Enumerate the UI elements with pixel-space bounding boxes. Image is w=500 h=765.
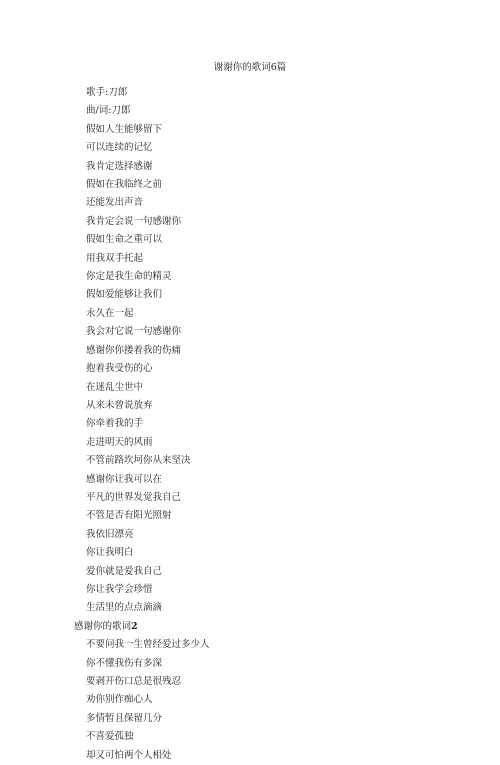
lyric-line: 歌手:刀郎 [86, 87, 128, 98]
lyric-line: 生活里的点点滴滴 [86, 602, 163, 614]
lyric-line: 不要问我一生曾经爱过多少人 [86, 639, 210, 651]
lyric-line: 爱你就是爱我自己 [86, 565, 163, 577]
lyric-line: 多情暂且保留几分 [86, 712, 163, 724]
section-heading-text: 感谢你的歌词 [74, 620, 132, 632]
lyrics-body [0, 84, 500, 765]
lyric-line: 假如人生能够留下 [86, 123, 163, 135]
document-title: 谢谢你的歌词6篇 [213, 62, 287, 73]
lyric-line: 你让我学会珍惜 [86, 583, 153, 595]
lyric-line: 你不懂我伤有多深 [86, 657, 163, 669]
lyric-line: 假如爱能够让我们 [86, 289, 163, 301]
lyric-line: 假如在我临终之前 [86, 179, 163, 191]
lyric-line: 劝你别作痴心人 [86, 694, 153, 706]
lyric-line: 感谢你你搂着我的伤痛 [86, 344, 182, 356]
lyric-line: 走进明天的风雨 [86, 436, 153, 448]
lyric-line: 不管前路坎坷你从来坚决 [86, 455, 191, 467]
lyric-line: 你定是我生命的精灵 [86, 271, 172, 283]
lyric-line: 曲/词:刀郎 [86, 105, 131, 117]
lyric-line: 从来未曾说放弃 [86, 399, 153, 411]
lyric-line: 平凡的世界发觉我自己 [86, 491, 182, 503]
lyric-line: 感谢你让我可以在 [86, 473, 163, 485]
lyric-line: 用我双手托起 [86, 252, 144, 264]
lyric-line: 不喜爱孤独 [86, 731, 134, 743]
lyric-line: 我肯定会说一句感谢你 [86, 215, 182, 227]
lyric-line: 你牵着我的手 [86, 418, 144, 430]
lyric-line: 不管是否有阳光照射 [86, 510, 172, 522]
lyric-line: 假如生命之重可以 [86, 234, 163, 246]
lyric-line: 我肯定选择感谢 [86, 160, 153, 172]
lyric-line: 我会对它说一句感谢你 [86, 326, 182, 338]
section-heading [0, 618, 500, 636]
lyric-line: 永久在一起 [86, 307, 134, 319]
lyric-line: 抱着我受伤的心 [86, 363, 153, 375]
lyric-line: 要剥开伤口总是很残忍 [86, 676, 182, 687]
lyric-line: 你让我明白 [86, 547, 134, 559]
lyric-line: 可以连续的记忆 [86, 142, 153, 154]
lyric-line: 却又可怕两个人相处 [86, 749, 172, 761]
lyric-line: 在迷乱尘世中 [86, 381, 144, 393]
section-heading-number: 2 [131, 620, 138, 632]
lyric-line: 我依旧漂亮 [86, 528, 134, 540]
lyric-line: 还能发出声音 [86, 197, 144, 209]
